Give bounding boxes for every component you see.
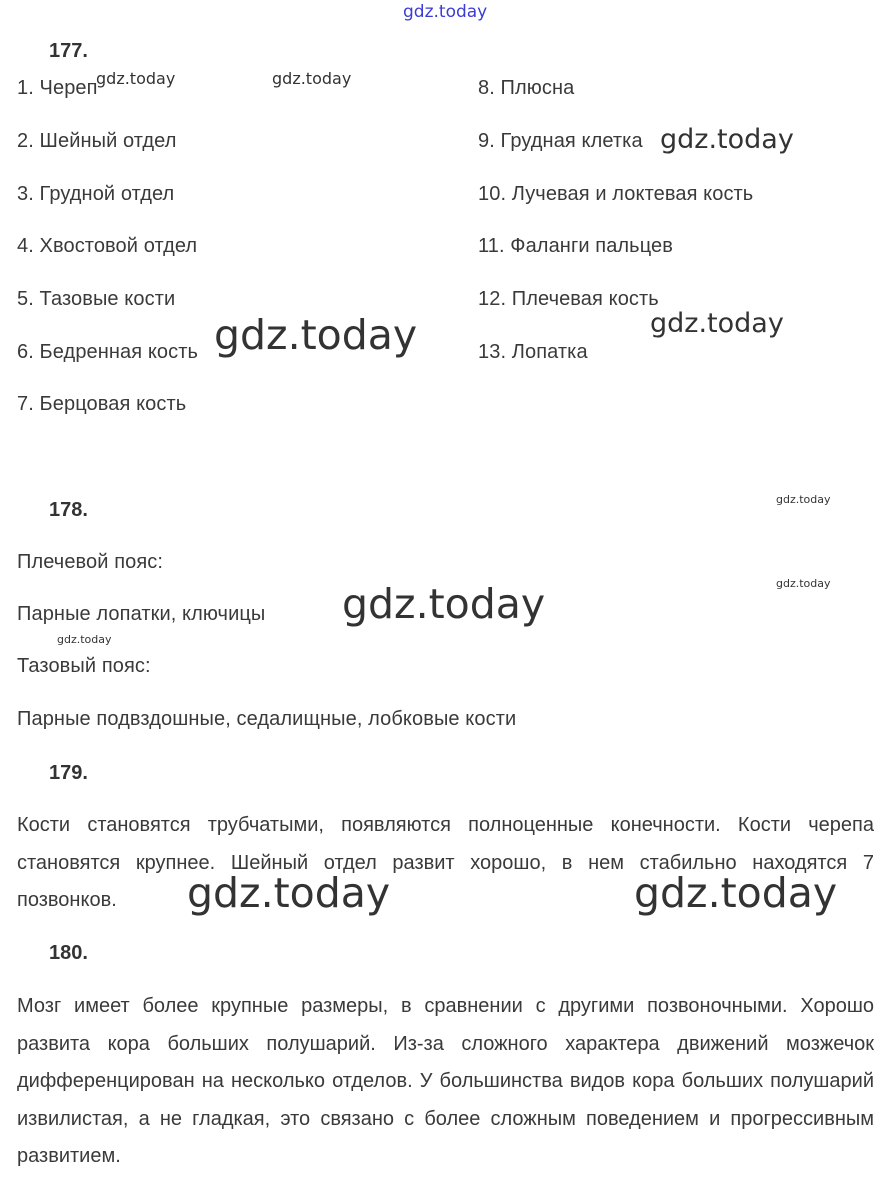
text-line: Парные подвздошные, седалищные, лобковые кости: [17, 708, 517, 730]
list-item: 13. Лопатка: [478, 341, 588, 363]
watermark: gdz.today: [214, 311, 418, 359]
list-item: 6. Бедренная кость: [17, 341, 199, 363]
watermark: gdz.today: [187, 869, 391, 917]
list-item: 9. Грудная клетка: [478, 130, 643, 152]
list-item: 4. Хвостовой отдел: [17, 235, 198, 257]
watermark: gdz.today: [660, 124, 794, 155]
list-item: 8. Плюсна: [478, 77, 575, 99]
task-180-number: 180.: [49, 942, 88, 964]
watermark: gdz.today: [634, 869, 838, 917]
text-line: Плечевой пояс:: [17, 551, 164, 573]
list-item: 2. Шейный отдел: [17, 130, 177, 152]
list-item: 1. Череп: [17, 77, 98, 99]
watermark: gdz.today: [776, 493, 831, 506]
watermark: gdz.today: [57, 633, 112, 646]
watermark-top: gdz.today: [403, 2, 488, 22]
task-179-number: 179.: [49, 762, 88, 784]
text-line: Парные лопатки, ключицы: [17, 603, 266, 625]
list-item: 3. Грудной отдел: [17, 183, 175, 205]
task-179-text: Кости становятся трубчатыми, появляются полноценные конечности. Кости черепа становятся крупнее. Шейный отдел развит хорошо, в нем стабильно находятся 7 позвонков.: [17, 814, 874, 911]
watermark: gdz.today: [96, 69, 176, 88]
list-item: 12. Плечевая кость: [478, 288, 659, 310]
watermark: gdz.today: [650, 308, 784, 339]
watermark: gdz.today: [272, 69, 352, 88]
list-item: 7. Берцовая кость: [17, 393, 187, 415]
list-item: 10. Лучевая и локтевая кость: [478, 183, 754, 205]
list-item: 5. Тазовые кости: [17, 288, 176, 310]
list-item: 11. Фаланги пальцев: [478, 235, 673, 257]
watermark: gdz.today: [776, 577, 831, 590]
watermark: gdz.today: [342, 580, 546, 628]
task-177-number: 177.: [49, 40, 88, 62]
text-line: Тазовый пояс:: [17, 655, 151, 677]
task-178-number: 178.: [49, 499, 88, 521]
task-180-text: Мозг имеет более крупные размеры, в сравнении с другими позвоночными. Хорошо развита кора больших полушарий. Из-за сложного характера движений мозжечок дифференцирован на несколько отделов. У большинства видов кора больших полушарий извилистая, а не гладкая, это связано с более сложным поведением и прогрессивным развитием.: [17, 995, 874, 1167]
